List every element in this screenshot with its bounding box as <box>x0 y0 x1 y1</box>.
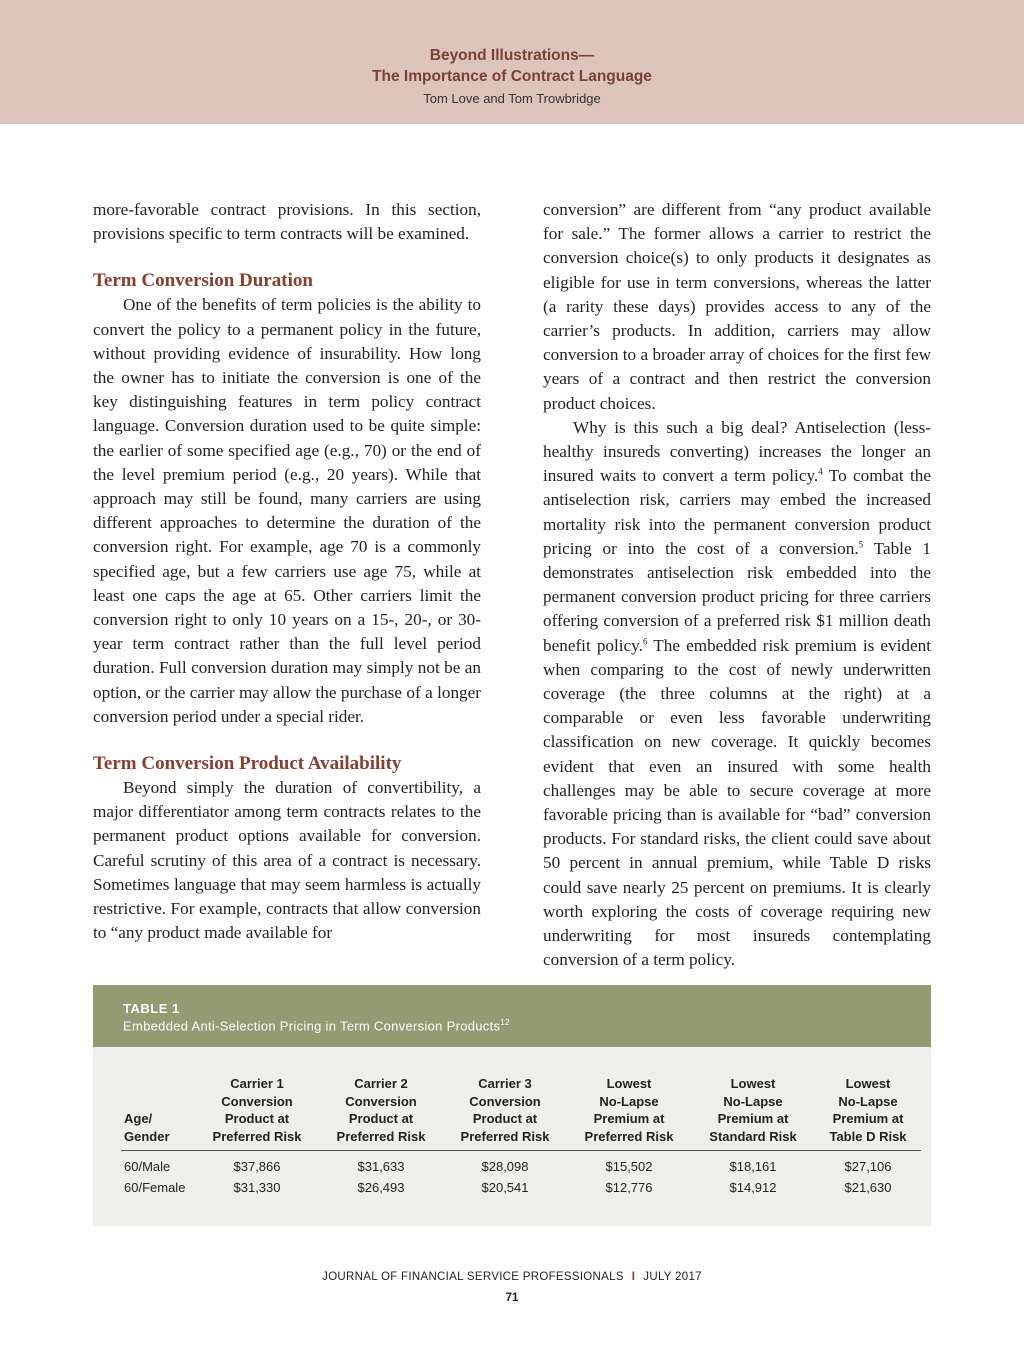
table-caption-text: Embedded Anti-Selection Pricing in Term Conversion Products <box>123 1018 501 1034</box>
column-header-line: Age/ <box>124 1111 153 1126</box>
column-header-line: Carrier 3 <box>478 1076 532 1091</box>
table-row <box>121 1151 921 1178</box>
column-header-line: Lowest <box>845 1076 891 1091</box>
text-run: Table 1 demonstrates antiselection risk embedded into the permanent conversion product pricing for three carriers offering conversion of a preferred risk $1 million death benefit policy. <box>543 538 931 655</box>
table-cell: $18,161 <box>729 1159 777 1174</box>
column-header-line: Lowest <box>606 1076 652 1091</box>
page-footer <box>0 1271 1024 1283</box>
column-header <box>443 1075 567 1151</box>
right-column <box>543 198 931 973</box>
column-header-line: No-Lapse <box>723 1093 783 1109</box>
text-run: The embedded risk premium is evident when comparing to the cost of newly underwritten coverage (the three columns at the right) at a comparable or even less favorable underwriting classification on new coverage. It quickly becomes evident that even an insured with some health challenges may be able to secure coverage at more favorable pricing than is available for “bad” conversion products. For standard risks, the client could save about 50 percent in annual premium, while Table D risks could save nearly 25 percent on premiums. It is clearly worth exploring the costs of coverage requiring new underwriting for most insureds contemplating conversion of a term policy. <box>543 635 931 970</box>
column-header-line: Preferred Risk <box>336 1128 426 1144</box>
table-cell: $15,502 <box>605 1159 653 1174</box>
footer-separator: I <box>631 1271 636 1283</box>
column-header <box>195 1075 319 1151</box>
paragraph-duration: One of the benefits of term policies is the ability to convert the policy to a permanent policy in the future, without providing evidence of insurability. How long the owner has to initiate the conversion is one of the key distinguishing features in term policy contract language. Conversion duration used to be quite simple: the earlier of some specified age (e.g., 70) or the end of the level premium period (e.g., 20 years). While that approach may still be found, many carriers are using different approaches to determine the duration of the conversion right. For example, age 70 is a commonly specified age, but a few carriers use age 75, while at least one caps the age at 65. Other carriers limit the conversion right to only 10 years on a 15-, 20-, or 30-year term contract rather than the full level period duration. Full conversion duration may simply not be an option, or the carrier may allow the purchase of a longer conversion period under a special rider. <box>93 295 481 726</box>
column-header-line: Standard Risk <box>709 1128 797 1144</box>
footnote-ref-4[interactable]: 4 <box>818 466 823 477</box>
column-header-line: Carrier 1 <box>230 1076 284 1091</box>
column-header-line: Product at <box>348 1111 414 1126</box>
column-header-line: Preferred Risk <box>584 1128 674 1144</box>
row-label: 60/Male <box>124 1159 171 1174</box>
footnote-ref-6[interactable]: 6 <box>642 635 648 646</box>
table-label: TABLE 1 <box>123 1001 180 1016</box>
table-cell: $20,541 <box>481 1180 529 1195</box>
column-header-line: Product at <box>224 1111 290 1126</box>
column-header-line: No-Lapse <box>599 1093 659 1109</box>
row-label: 60/Female <box>124 1180 186 1195</box>
column-header-line: Conversion <box>345 1093 417 1109</box>
table-row <box>121 1177 921 1198</box>
column-header <box>815 1075 921 1151</box>
paragraph-intro: more-favorable contract provisions. In this section, provisions specific to term contracts will be examined. <box>93 200 481 244</box>
text-run: To combat the antiselection risk, carriers may embed the increased mortality risk into the permanent conversion product pricing or into the cost of a conversion. <box>543 466 931 558</box>
pricing-table <box>121 1075 921 1198</box>
paragraph-antiselection <box>543 416 931 973</box>
column-header <box>121 1075 195 1151</box>
table-caption-footnote: 12 <box>500 1018 510 1027</box>
table-cell: $26,493 <box>357 1180 405 1195</box>
article-title-line1: Beyond Illustrations— <box>429 47 595 64</box>
column-header <box>567 1075 691 1151</box>
column-header-line: Table D Risk <box>829 1128 907 1144</box>
table-cell: $27,106 <box>844 1159 892 1174</box>
table-cell: $37,866 <box>233 1159 281 1174</box>
table-cell: $12,776 <box>605 1180 653 1195</box>
page-number: 71 <box>505 1292 519 1304</box>
table-cell: $28,098 <box>481 1159 529 1174</box>
column-header-line: No-Lapse <box>838 1093 898 1109</box>
column-header-line: Premium at <box>717 1111 789 1126</box>
text-run: Why is this such a big deal? Antiselection (less-healthy insureds converting) increases the longer an insured waits to convert a term policy. <box>543 417 931 486</box>
column-header-line: Conversion <box>469 1093 541 1109</box>
column-header-line: Preferred Risk <box>212 1128 302 1144</box>
table-cell: $14,912 <box>729 1180 777 1195</box>
left-column <box>93 198 481 945</box>
table-header-row <box>121 1075 921 1151</box>
journal-name: JOURNAL OF FINANCIAL SERVICE PROFESSIONALS <box>322 1271 624 1283</box>
column-header-line: Gender <box>124 1128 170 1144</box>
footnote-ref-5[interactable]: 5 <box>858 539 864 550</box>
column-header-line: Lowest <box>730 1076 776 1091</box>
paragraph-availability: Beyond simply the duration of convertibility, a major differentiator among term contracts relates to the permanent product options available for conversion. Careful scrutiny of this area of a contract is necessary. Sometimes language that may seem harmless is actually restrictive. For example, contracts that allow conversion to “any product made available for <box>93 778 481 943</box>
article-header <box>0 0 1024 124</box>
article-title-line2: The Importance of Contract Language <box>372 68 652 85</box>
heading-product-availability: Term Conversion Product Availability <box>93 753 402 775</box>
column-header-line: Premium at <box>832 1111 904 1126</box>
table-caption <box>123 1018 931 1033</box>
table-cell: $31,633 <box>357 1159 405 1174</box>
table-1 <box>93 985 931 1226</box>
issue-date: JULY 2017 <box>643 1271 702 1283</box>
column-header-line: Product at <box>472 1111 538 1126</box>
column-header-line: Conversion <box>221 1093 293 1109</box>
column-header <box>691 1075 815 1151</box>
article-authors: Tom Love and Tom Trowbridge <box>423 91 601 106</box>
table-cell: $31,330 <box>233 1180 281 1195</box>
column-header-line: Carrier 2 <box>354 1076 408 1091</box>
heading-term-conversion-duration: Term Conversion Duration <box>93 270 313 292</box>
column-header-line: Preferred Risk <box>460 1128 550 1144</box>
paragraph-conversion-choices: conversion” are different from “any product available for sale.” The former allows a carrier to restrict the conversion choice(s) to only products it designates as eligible for use in term conversions, whereas the latter (a rarity these days) provides access to any of the carrier’s products. In addition, carriers may allow conversion to a broader array of choices for the first few years of a contract and then restrict the conversion product choices. <box>543 200 931 413</box>
table-header-bar <box>93 985 931 1047</box>
column-header-line: Premium at <box>593 1111 665 1126</box>
column-header <box>319 1075 443 1151</box>
table-cell: $21,630 <box>844 1180 892 1195</box>
